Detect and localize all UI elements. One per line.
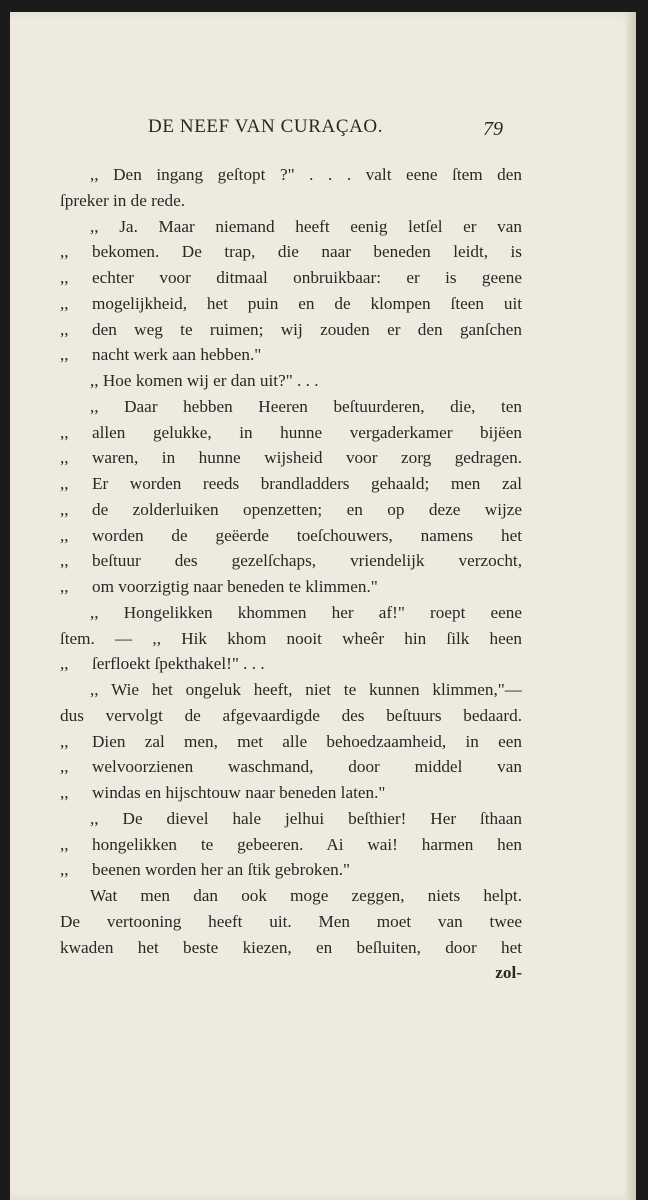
- line-text: allen gelukke, in hunne vergaderkamer bijëen: [92, 422, 522, 442]
- text-line: [60, 600, 522, 626]
- quote-mark: ,,: [60, 551, 69, 571]
- line-text: ,, Hongelikken khommen her af!" roept eene: [90, 602, 522, 622]
- quote-mark: ,,: [60, 783, 69, 802]
- quote-mark: ,,: [60, 654, 69, 674]
- page-number: 79: [483, 118, 503, 140]
- body-text: [60, 162, 522, 986]
- line-text: ,, Wie het ongeluk heeft, niet te kunnen klimmen,"—: [90, 680, 522, 699]
- text-line: [60, 368, 522, 394]
- text-line: [60, 626, 522, 652]
- quote-mark: ,,: [60, 860, 69, 880]
- line-text: windas en hijschtouw naar beneden laten.": [92, 783, 386, 802]
- line-text: beenen worden her an ſtik gebroken.": [92, 860, 351, 880]
- line-text: de zolderluiken openzetten; en op deze wijze: [92, 499, 522, 519]
- line-text: De vertooning heeft uit. Men moet van twee: [60, 911, 522, 931]
- text-line: [60, 342, 522, 368]
- running-title: DE NEEF VAN CURAÇAO.: [148, 116, 384, 137]
- line-text: beſtuur des gezelſchaps, vriendelijk verzocht,: [92, 551, 522, 571]
- text-line: [60, 548, 522, 574]
- line-text: nacht werk aan hebben.": [92, 345, 262, 365]
- line-text: Dien zal men, met alle behoedzaamheid, in een: [92, 731, 522, 751]
- line-text: Er worden reeds brandladders gehaald; men zal: [92, 474, 522, 493]
- quote-mark: ,,: [60, 525, 69, 545]
- line-text: ,, De dievel hale jelhui beſthier! Her ſthaan: [90, 808, 522, 828]
- text-line: [60, 832, 522, 858]
- text-line: [60, 703, 522, 729]
- line-text: hongelikken te gebeeren. Ai wai! harmen hen: [92, 834, 522, 854]
- line-text: welvoorzienen waschmand, door middel van: [92, 757, 522, 777]
- quote-mark: ,,: [60, 499, 69, 519]
- line-text: ,, Hoe komen wij er dan uit?" . . .: [90, 371, 319, 390]
- line-text: dus vervolgt de afgevaardigde des beſtuurs bedaard.: [60, 705, 522, 725]
- quote-mark: ,,: [60, 577, 69, 596]
- line-text: ſpreker in de rede.: [60, 190, 186, 210]
- page-header: [10, 108, 636, 148]
- quote-mark: ,,: [60, 268, 69, 287]
- text-line: [60, 214, 522, 240]
- text-line: [60, 806, 522, 832]
- text-line: [60, 677, 522, 703]
- page-edge: [626, 12, 636, 1200]
- text-line: [60, 239, 522, 265]
- line-text: kwaden het beste kiezen, en beſluiten, door het: [60, 937, 522, 957]
- text-line: [60, 471, 522, 497]
- text-line: [60, 162, 522, 188]
- quote-mark: ,,: [60, 293, 69, 313]
- line-text: echter voor ditmaal onbruikbaar: er is geene: [92, 268, 522, 287]
- text-line: [60, 883, 522, 909]
- text-line: [60, 780, 522, 806]
- text-line: [60, 574, 522, 600]
- quote-mark: ,,: [60, 345, 69, 365]
- line-text: den weg te ruimen; wij zouden er den ganſchen: [92, 319, 522, 339]
- quote-mark: ,,: [60, 422, 69, 442]
- text-line: [60, 960, 522, 986]
- text-line: [60, 265, 522, 291]
- text-line: [60, 317, 522, 343]
- line-text: ſtem. — ,, Hik khom nooit wheêr hin ſilk heen: [60, 628, 522, 648]
- line-text: bekomen. De trap, die naar beneden leidt, is: [92, 242, 522, 262]
- text-line: [60, 394, 522, 420]
- line-text: om voorzigtig naar beneden te klimmen.": [92, 577, 378, 596]
- text-line: [60, 291, 522, 317]
- text-line: [60, 754, 522, 780]
- line-text: mogelijkheid, het puin en de klompen ſteen uit: [92, 293, 522, 313]
- text-line: [60, 857, 522, 883]
- quote-mark: ,,: [60, 834, 69, 854]
- quote-mark: ,,: [60, 474, 69, 493]
- text-line: [60, 188, 522, 214]
- line-text: ,, Den ingang geſtopt ?" . . . valt eene ſtem den: [90, 165, 522, 184]
- text-line: [60, 935, 522, 961]
- line-text: Wat men dan ook moge zeggen, niets helpt.: [90, 886, 522, 905]
- quote-mark: ,,: [60, 319, 69, 339]
- line-text: ſerfloekt ſpekthakel!" . . .: [92, 654, 265, 674]
- book-page: [10, 12, 636, 1200]
- line-text: worden de geëerde toeſchouwers, namens het: [92, 525, 522, 545]
- text-line: [60, 523, 522, 549]
- text-line: [60, 651, 522, 677]
- quote-mark: ,,: [60, 448, 69, 468]
- text-line: [60, 445, 522, 471]
- text-line: [60, 497, 522, 523]
- quote-mark: ,,: [60, 731, 69, 751]
- text-line: [60, 909, 522, 935]
- text-line: [60, 420, 522, 446]
- line-text: ,, Ja. Maar niemand heeft eenig letſel er van: [90, 216, 522, 236]
- line-text: zol-: [495, 963, 522, 983]
- text-line: [60, 729, 522, 755]
- line-text: waren, in hunne wijsheid voor zorg gedragen.: [92, 448, 522, 468]
- line-text: ,, Daar hebben Heeren beſtuurderen, die, ten: [90, 396, 522, 416]
- quote-mark: ,,: [60, 242, 69, 262]
- quote-mark: ,,: [60, 757, 69, 777]
